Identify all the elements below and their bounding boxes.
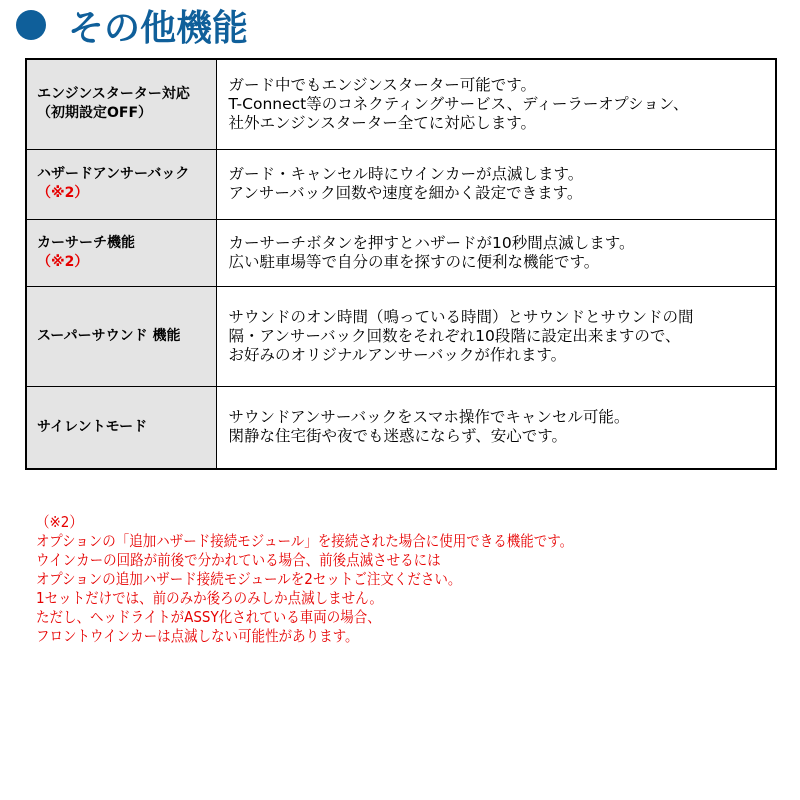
features-table [25, 58, 777, 470]
label-line: （初期設定OFF） [37, 105, 153, 122]
feature-label [26, 149, 216, 219]
title-text: その他機能 [68, 7, 249, 49]
table-row [26, 219, 776, 286]
desc-line: サウンドのオン時間（鳴っている時間）とサウンドとサウンドの間 [228, 307, 694, 326]
label-line: カーサーチ機能 [37, 234, 135, 251]
footnotes [36, 513, 573, 646]
note-line: （※2） [36, 513, 83, 531]
table-row [26, 59, 776, 149]
table-row [26, 149, 776, 219]
note-line: ウインカーの回路が前後で分かれている場合、前後点滅させるには [36, 551, 441, 569]
desc-line: サウンドアンサーバックをスマホ操作でキャンセル可能。 [228, 408, 630, 427]
desc-line: カーサーチボタンを押すとハザードが10秒間点滅します。 [228, 233, 635, 252]
note-ref: （※2） [37, 185, 89, 201]
desc-line: ガード・キャンセル時にウインカーが点滅します。 [228, 165, 584, 183]
desc-line: 隔・アンサーバック回数をそれぞれ10段階に設定出来ますので、 [228, 326, 681, 345]
table-row [26, 386, 776, 469]
desc-line: T-Connect等のコネクティングサービス、ディーラーオプション、 [228, 94, 689, 113]
desc-line: 社外エンジンスターター全てに対応します。 [228, 113, 537, 132]
feature-desc [216, 386, 776, 469]
feature-desc [216, 286, 776, 386]
note-ref: （※2） [37, 253, 89, 270]
section-title [16, 2, 248, 48]
note-line: 1セットだけでは、前のみか後ろのみしか点滅しません。 [36, 589, 383, 607]
desc-line: 閑静な住宅街や夜でも迷惑にならず、安心です。 [228, 427, 568, 446]
desc-line: アンサーバック回数や速度を細かく設定できます。 [228, 184, 583, 202]
note-line: オプションの「追加ハザード接続モジュール」を接続された場合に使用できる機能です。 [36, 532, 574, 550]
label-line: ハザードアンサーバック [37, 166, 190, 182]
feature-label [26, 286, 216, 386]
note-line: ただし、ヘッドライトがASSY化されている車両の場合、 [36, 608, 381, 626]
feature-desc [216, 149, 776, 219]
note-line: フロントウインカーは点滅しない可能性があります。 [36, 627, 359, 645]
feature-desc [216, 219, 776, 286]
label-line: エンジンスターター対応 [37, 86, 190, 103]
desc-line: お好みのオリジナルアンサーバックが作れます。 [228, 345, 567, 364]
desc-line: ガード中でもエンジンスターター可能です。 [228, 75, 537, 94]
bullet-icon [16, 10, 46, 40]
table-row [26, 286, 776, 386]
note-line: オプションの追加ハザード接続モジュールを2セットご注文ください。 [36, 570, 462, 588]
label-line: サイレントモード [37, 418, 148, 435]
label-line: スーパーサウンド 機能 [37, 327, 181, 344]
desc-line: 広い駐車場等で自分の車を探すのに便利な機能です。 [228, 252, 600, 271]
feature-label [26, 59, 216, 149]
feature-label [26, 219, 216, 286]
feature-desc [216, 59, 776, 149]
feature-label [26, 386, 216, 469]
